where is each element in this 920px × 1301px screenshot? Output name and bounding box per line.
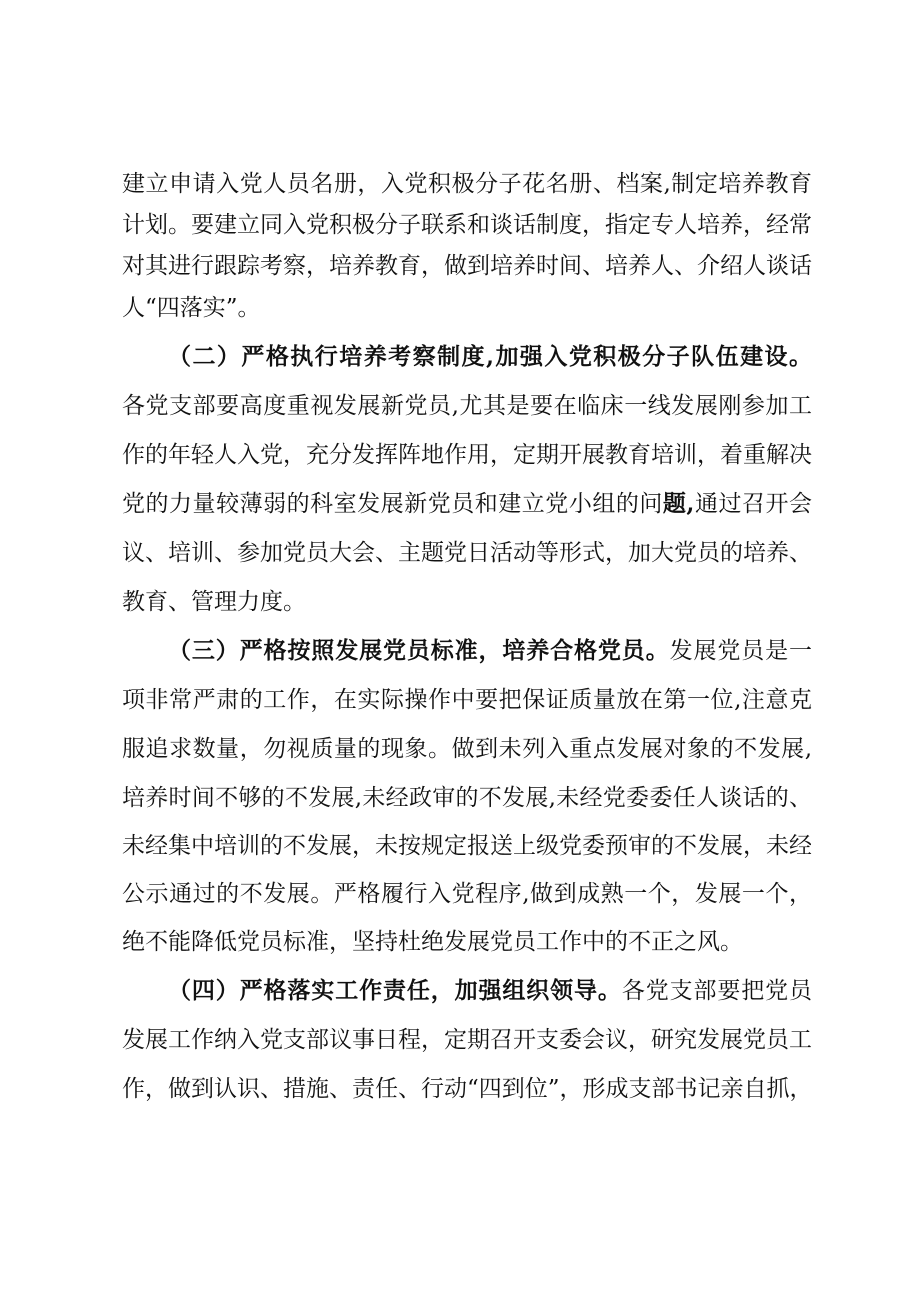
section-heading: （四）严格落实工作责任，加强组织领导。: [168, 977, 622, 1004]
section-heading: （二）严格执行培养考察制度,加强入党积极分子队伍建设。: [168, 343, 812, 370]
paragraph-line: 对其进行跟踪考察，培养教育，做到培养时间、培养人、介绍人谈话: [122, 253, 812, 279]
paragraph-line: [168, 975, 812, 1007]
paragraph-line: 服追求数量，勿视质量的现象。做到未列入重点发展对象的不发展,: [122, 736, 812, 762]
paragraph-line: 教育、管理力度。: [122, 589, 306, 615]
paragraph-line: 人“四落实”。: [122, 295, 261, 321]
text-run: 各党支部要把党员: [621, 978, 813, 1004]
paragraph-line: 发展工作纳入党支部议事日程，定期召开支委会议，研究发展党员工: [122, 1027, 812, 1053]
text-run: 发展党员是一: [669, 638, 813, 664]
text-run-bold: 题,: [662, 490, 695, 517]
paragraph-line: 建立申请入党人员名册，入党积极分子花名册、档案,制定培养教育: [122, 171, 812, 197]
paragraph-line: 作的年轻人入党，充分发挥阵地作用，定期开展教育培训，着重解决: [122, 442, 812, 468]
paragraph-line: 议、培训、参加党员大会、主题党日活动等形式，加大党员的培养、: [122, 540, 812, 566]
text-run: 党的力量较薄弱的科室发展新党员和建立党小组的问: [122, 491, 663, 517]
paragraph-line: 培养时间不够的不发展,未经政审的不发展,未经党委委任人谈话的、: [122, 785, 812, 811]
paragraph-line: 各党支部要高度重视发展新党员,尤其是要在临床一线发展刚参加工: [122, 393, 812, 419]
paragraph-line: 公示通过的不发展。严格履行入党程序,做到成熟一个，发展一个，: [122, 881, 812, 907]
paragraph-line: [122, 488, 812, 520]
paragraph-line: [168, 635, 812, 667]
section-heading: （三）严格按照发展党员标准，培养合格党员。: [168, 637, 670, 664]
paragraph-line: 计划。要建立同入党积极分子联系和谈话制度，指定专人培养，经常: [122, 212, 812, 238]
paragraph-line: 作，做到认识、措施、责任、行动“四到位”，形成支部书记亲自抓，: [122, 1076, 813, 1102]
paragraph-line: 绝不能降低党员标准，坚持杜绝发展党员工作中的不正之风。: [122, 929, 743, 955]
text-run: 通过召开会: [694, 491, 813, 517]
paragraph-line: 未经集中培训的不发展，未按规定报送上级党委预审的不发展，未经: [122, 833, 812, 859]
paragraph-line: 项非常严肃的工作，在实际操作中要把保证质量放在第一位,注意克: [122, 687, 812, 713]
